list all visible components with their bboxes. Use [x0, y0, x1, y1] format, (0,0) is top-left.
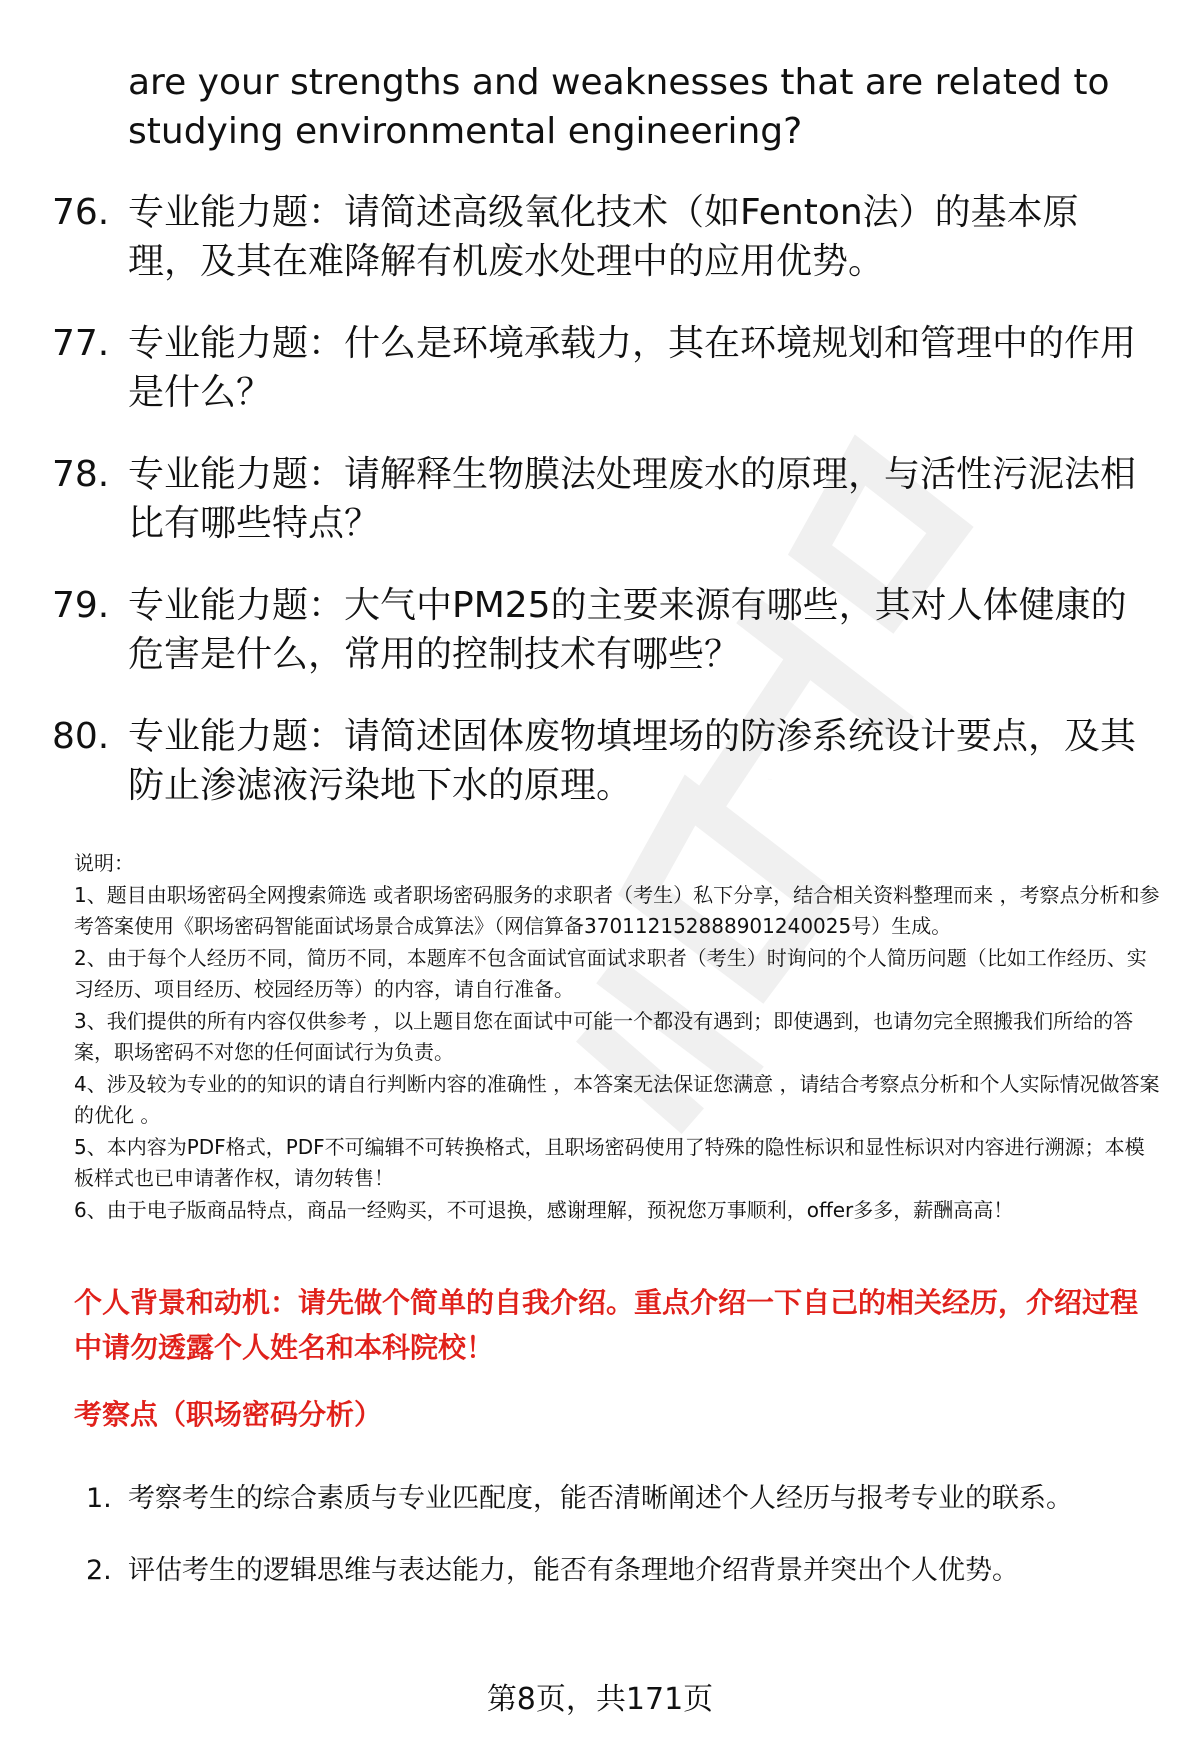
question-text: 专业能力题：大气中PM25的主要来源有哪些，其对人体健康的危害是什么，常用的控制技术有哪些？	[128, 585, 1127, 675]
note-item: 4、涉及较为专业的的知识的请自行判断内容的准确性 ，本答案无法保证您满意 ，请结合考察点分析和个人实际情况做答案的优化 。	[74, 1071, 1160, 1127]
note-item: 3、我们提供的所有内容仅供参考 ，以上题目您在面试中可能一个都没有遇到；即使遇到，也请勿完全照搬我们所给的答案，职场密码不对您的任何面试行为负责。	[74, 1008, 1134, 1064]
page-footer: 第8页，共171页	[486, 1682, 714, 1717]
question-number: 76.	[52, 192, 110, 233]
intro-question: 个人背景和动机：请先做个简单的自我介绍。重点介绍一下自己的相关经历，介绍过程中请勿透露个人姓名和本科院校！	[74, 1286, 1139, 1364]
point-number: 1.	[86, 1483, 112, 1514]
question-item	[52, 581, 1142, 679]
notes-section	[74, 848, 1164, 1226]
question-item	[52, 319, 1142, 417]
points-list	[86, 1468, 1146, 1612]
question-item	[52, 188, 1142, 286]
point-number: 2.	[86, 1555, 112, 1586]
question-item	[52, 712, 1142, 810]
question-item	[52, 450, 1142, 548]
point-text: 考察考生的综合素质与专业匹配度，能否清晰阐述个人经历与报考专业的联系。	[128, 1483, 1073, 1514]
question-number: 77.	[52, 323, 110, 364]
note-item: 5、本内容为PDF格式，PDF不可编辑不可转换格式，且职场密码使用了特殊的隐性标识和显性标识对内容进行溯源；本模板样式也已申请著作权，请勿转售！	[74, 1134, 1145, 1190]
question-text: 专业能力题：请简述高级氧化技术（如Fenton法）的基本原理，及其在难降解有机废水处理中的应用优势。	[128, 192, 1079, 282]
watermark-text: 职场密码	[768, 780, 772, 781]
continuation-text: are your strengths and weaknesses that are related to studying environmental engineering?	[128, 62, 1110, 152]
question-list	[52, 188, 1142, 843]
question-number: 79.	[52, 585, 110, 626]
question-text: 专业能力题：什么是环境承载力，其在环境规划和管理中的作用是什么？	[128, 323, 1137, 413]
question-number: 80.	[52, 716, 110, 757]
question-number: 78.	[52, 454, 110, 495]
point-item	[86, 1468, 1146, 1530]
question-text: 专业能力题：请解释生物膜法处理废水的原理，与活性污泥法相比有哪些特点？	[128, 454, 1137, 544]
note-item: 6、由于电子版商品特点，商品一经购买，不可退换，感谢理解，预祝您万事顺利，offer多多，薪酬高高！	[74, 1197, 1014, 1222]
point-text: 评估考生的逻辑思维与表达能力，能否有条理地介绍背景并突出个人优势。	[128, 1555, 1019, 1586]
note-item: 2、由于每个人经历不同，简历不同，本题库不包含面试官面试求职者（考生）时询问的个人简历问题（比如工作经历、实习经历、项目经历、校园经历等）的内容，请自行准备。	[74, 945, 1147, 1001]
question-text: 专业能力题：请简述固体废物填埋场的防渗系统设计要点，及其防止渗滤液污染地下水的原理。	[128, 716, 1137, 806]
note-item: 1、题目由职场密码全网搜索筛选 或者职场密码服务的求职者（考生）私下分享，结合相关资料整理而来 ，考察点分析和参考答案使用《职场密码智能面试场景合成算法》（网信算备370112152888901240025号）生成。	[74, 882, 1160, 938]
point-item	[86, 1540, 1146, 1602]
notes-heading: 说明：	[74, 851, 134, 875]
points-title: 考察点（职场密码分析）	[74, 1398, 383, 1431]
